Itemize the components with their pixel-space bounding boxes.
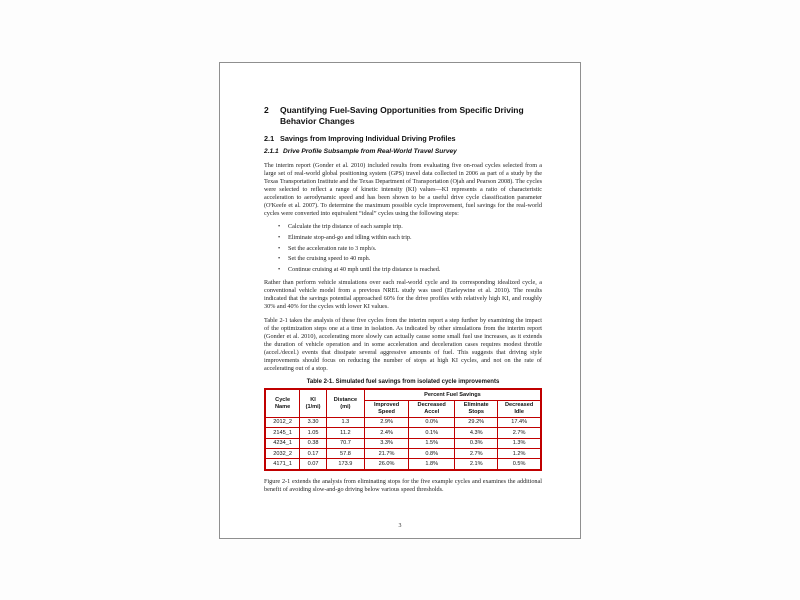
table-cell: 2.1% [455,459,498,470]
savings-table [264,388,542,470]
table-cell: 2032_2 [265,449,300,459]
list-item-text: Eliminate stop-and-go and idling within each trip. [288,234,412,242]
table-cell: 0.38 [300,438,327,448]
bullet-icon: • [278,244,281,252]
table-cell: 2145_1 [265,428,300,438]
section-number: 2 [264,105,269,115]
list-item-text: Set the acceleration rate to 3 mph/s. [288,244,377,252]
table-cell: 0.07 [300,459,327,470]
table-cell: 0.1% [409,428,455,438]
list-item-text: Set the cruising speed to 40 mph. [288,255,371,263]
table-cell: 1.3 [326,417,364,427]
table-header [265,389,541,417]
table-cell: 70.7 [326,438,364,448]
table-cell: 1.05 [300,428,327,438]
paragraph-figure-reference: Figure 2-1 extends the analysis from eliminating stops for the five example cycles and examines the additional benefit of avoiding slow-and-go driving below various speed thresholds. [264,477,542,493]
table-cell: 4171_1 [265,459,300,470]
table-cell: 0.0% [409,417,455,427]
table-header-row [265,389,541,400]
table-cell: 11.2 [326,428,364,438]
steps-list [264,223,542,274]
subsubsection-title: Drive Profile Subsample from Real-World Travel Survey [283,148,457,156]
paragraph-intro: The interim report (Gonder et al. 2010) included results from evaluating five on-road cycles selected from a large set of real-world global positioning system (GPS) travel data collected in 2006 as part of a study by the Texas Transportation Institute and the Texas Department of Transportation (Ojah and Pearson 2008). The cycles were selected to reflect a range of kinetic intensity (KI) values—KI represents a ratio of characteristic acceleration to aerodynamic speed and has been shown to be a useful drive cycle classification parameter (O'Keefe et al. 2007). To determine the maximum possible cycle improvement, fuel savings for the real-world cycles were converted into equivalent “ideal” cycles using the following steps: [264,161,542,218]
list-item-text: Calculate the trip distance of each sample trip. [288,223,403,231]
col-header-cycle-name: Cycle Name [265,389,300,417]
subsection-heading [264,134,542,143]
col-header-improved-speed: Improved Speed [364,400,408,417]
section-title: Quantifying Fuel-Saving Opportunities from Specific Driving Behavior Changes [280,105,524,126]
subsection-number: 2.1 [264,134,275,144]
table-cell: 2.7% [455,449,498,459]
table-cell: 0.5% [498,459,541,470]
table-cell: 3.30 [300,417,327,427]
table-cell: 2012_2 [265,417,300,427]
table-cell: 2.4% [364,428,408,438]
list-item [278,234,542,242]
table-row [265,428,541,438]
list-item [278,223,542,231]
table-cell: 1.5% [409,438,455,448]
document-page [219,62,581,539]
page-number: 3 [398,523,402,529]
paragraph-simulation-results: Rather than perform vehicle simulations over each real-world cycle and its corresponding idealized cycle, a conventional vehicle model from a previous NREL study was used (Earleywine et al. 2010). The results indicated that the savings potential approached 60% for the drive profiles with relatively high KI, and roughly 30% and 40% for the cycles with lower KI values. [264,279,542,311]
table-row [265,438,541,448]
page-content [264,105,542,499]
table-cell: 0.8% [409,449,455,459]
list-item [278,245,542,253]
table-row [265,459,541,470]
list-item [278,266,542,274]
table-cell: 4234_1 [265,438,300,448]
bullet-icon: • [278,234,281,242]
col-header-ki: KI (1/mi) [300,389,327,417]
table-cell: 0.17 [300,449,327,459]
subsection-title: Savings from Improving Individual Driving Profiles [280,134,456,144]
table-row [265,417,541,427]
col-header-group: Percent Fuel Savings [364,389,541,400]
bullet-icon: • [278,265,281,273]
section-heading [264,105,542,126]
col-header-decreased-idle: Decreased Idle [498,400,541,417]
table-body [265,417,541,470]
col-header-eliminate-stops: Eliminate Stops [455,400,498,417]
subsubsection-heading [264,148,542,156]
bullet-icon: • [278,255,281,263]
paragraph-table-discussion: Table 2-1 takes the analysis of these five cycles from the interim report a step further by examining the impact of the optimization steps one at a time in isolation. As indicated by other simulations from the interim report (Gonder et al. 2010), accelerating more slowly can actually cause some small fuel use increases, as it extends the duration of vehicle operation and in some acceleration and deceleration cases requires modest throttle (accel./decel.) events that dissipate several aggressive amounts of fuel. This suggests that driving style improvements should focus on reducing the number of stops at high KI cycles, and not on the rate of accelerating out of a stop. [264,316,542,373]
table-cell: 17.4% [498,417,541,427]
table-cell: 2.9% [364,417,408,427]
table-cell: 3.3% [364,438,408,448]
table-cell: 173.9 [326,459,364,470]
table-cell: 0.3% [455,438,498,448]
table-cell: 21.7% [364,449,408,459]
col-header-distance: Distance (mi) [326,389,364,417]
table-row [265,449,541,459]
table-cell: 4.3% [455,428,498,438]
list-item-text: Continue cruising at 40 mph until the trip distance is reached. [288,265,441,273]
table-cell: 1.2% [498,449,541,459]
table-caption: Table 2-1. Simulated fuel savings from isolated cycle improvements [306,379,500,386]
table-cell: 57.8 [326,449,364,459]
table-cell: 2.7% [498,428,541,438]
subsubsection-number: 2.1.1 [264,148,279,156]
table-cell: 29.2% [455,417,498,427]
table-cell: 1.8% [409,459,455,470]
list-item [278,255,542,263]
bullet-icon: • [278,223,281,231]
col-header-decreased-accel: Decreased Accel [409,400,455,417]
table-cell: 1.3% [498,438,541,448]
table-cell: 26.0% [364,459,408,470]
